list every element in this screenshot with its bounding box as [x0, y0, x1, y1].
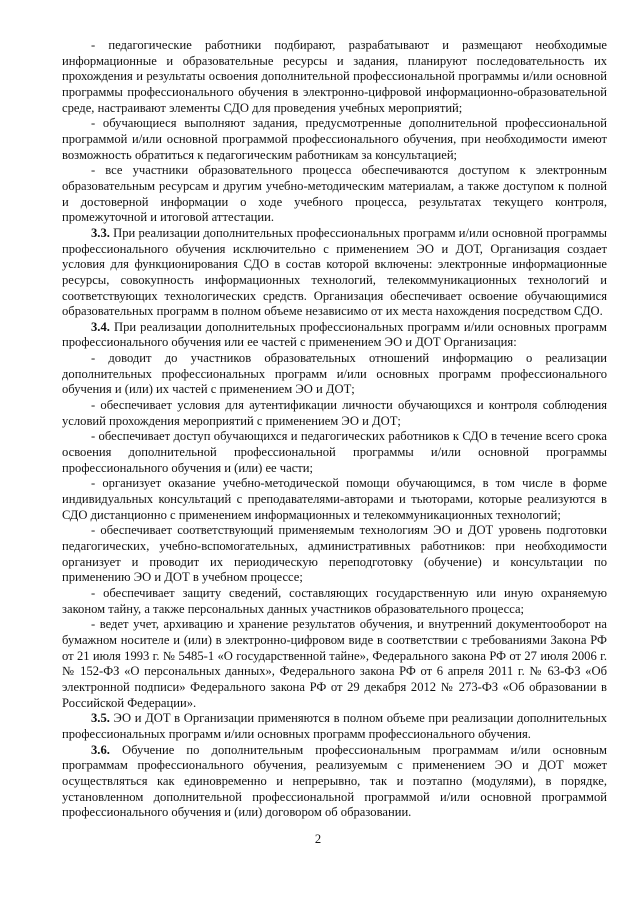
paragraph-3-4: [62, 320, 607, 351]
paragraph-3-3: [62, 226, 607, 320]
paragraph-text: - обеспечивает защиту сведений, составляющих государственную или иную охраняемую законом тайну, а также персональных данных участников образовательного процесса;: [62, 585, 607, 616]
paragraph-3: [62, 163, 607, 226]
paragraph-text: - обеспечивает условия для аутентификации личности обучающихся и контроля соблюдения условий прохождения мероприятий с применением ЭО и ДОТ;: [62, 398, 607, 428]
section-number: 3.3.: [91, 225, 110, 240]
list-item: [62, 617, 607, 711]
paragraph-text: - обеспечивает соответствующий применяемым технологиям ЭО и ДОТ уровень подготовки педагогических, учебно-вспомогательных, административных работников: при необходимости организует и проводит их периодическую переподготовку (обучение) и консультации по применению ЭО и ДОТ в учебном процессе;: [62, 523, 607, 585]
paragraph-text: - обеспечивает доступ обучающихся и педагогических работников к СДО в течение всего срока освоения дополнительной профессиональной программы и/или основной программы профессионального обучения и (или) ее части;: [62, 429, 607, 475]
paragraph-3-5: [62, 711, 607, 742]
paragraph-3-6: [62, 743, 607, 821]
paragraph-text: ЭО и ДОТ в Организации применяются в полном объеме при реализации дополнительных профессиональных программ и/или основных программ профессионального обучения.: [62, 711, 607, 741]
list-item: [62, 523, 607, 586]
document-body: [62, 38, 607, 821]
paragraph-1: [62, 38, 607, 116]
paragraph-text: - педагогические работники подбирают, разрабатывают и размещают необходимые информационные и образовательные ресурсы и задания, планируют последовательность их прохождения и результаты освоения дополнительной профессиональной программы и/или основной программы профессионального обучения в электронно-цифровой информационно-образовательной среде, настраивают элементы СДО для проведения учебных мероприятий;: [62, 38, 607, 115]
section-number: 3.6.: [91, 742, 110, 757]
paragraph-text: - обучающиеся выполняют задания, предусмотренные дополнительной профессиональной программой и/или основной программой профессионального обучения, при необходимости имеют возможность обратиться к педагогическим работникам за консультацией;: [62, 116, 607, 162]
paragraph-text: При реализации дополнительных профессиональных программ и/или основных программ профессионального обучения или ее частей с применением ЭО и ДОТ Организация:: [62, 319, 607, 350]
paragraph-text: Обучение по дополнительным профессиональным программам и/или основным программам профессионального обучения, реализуемым с применением ЭО и ДОТ может осуществляться как единовременно и непрерывно, так и поэтапно (модулями), в порядке, установленном дополнительной профессиональной программой и/или основной программой профессионального обучения и (или) договором об образовании.: [62, 742, 607, 820]
section-number: 3.5.: [91, 711, 110, 726]
page-number: 2: [314, 832, 322, 846]
list-item: [62, 476, 607, 523]
paragraph-text: - ведет учет, архивацию и хранение результатов обучения, и внутренний документооборот на бумажном носителе и (или) в электронно-цифровом виде в соответствии с требованиями Закона РФ от 21 июля 1993 г. № 5485-1 «О государственной тайне», Федерального закона РФ от 27 июля 2006 г. № 152-ФЗ «О персональных данных», Федерального закона РФ от 6 апреля 2011 г. № 63-ФЗ «Об электронной подписи» Федерального закона РФ от 29 декабря 2012 № 273-ФЗ «Об образовании в Российской Федерации».: [62, 617, 607, 710]
list-item: [62, 429, 607, 476]
list-item: [62, 398, 607, 429]
paragraph-text: - все участники образовательного процесса обеспечиваются доступом к электронным образовательным ресурсам и другим учебно-методическим материалам, а также доступом к полной и достоверной информации о ходе учебного процесса, результатах текущего контроля, промежуточной и итоговой аттестации.: [62, 163, 607, 225]
paragraph-2: [62, 116, 607, 163]
list-item: [62, 586, 607, 617]
paragraph-text: - доводит до участников образовательных отношений информацию о реализации дополнительных профессиональных программ и/или основных программ профессионального обучения и (или) их частей с применением ЭО и ДОТ;: [62, 351, 607, 397]
section-number: 3.4.: [91, 319, 110, 334]
paragraph-text: При реализации дополнительных профессиональных программ и/или основной программы профессионального обучения исключительно с применением ЭО и ДОТ, Организация создает условия для функционирования СДО в состав которой включены: электронные информационные ресурсы, совокупность информационных технологий, телекоммуникационных технологий и соответствующих технологических средств. Организация обеспечивает освоение обучающимися образовательных программ в полном объеме независимо от их места нахождения посредством СДО.: [62, 225, 607, 319]
paragraph-text: - организует оказание учебно-методической помощи обучающимся, в том числе в форме индивидуальных консультаций с преподавателями-авторами и тьюторами, которые реализуются в СДО дистанционно с применением информационных и телекоммуникационных технологий;: [62, 476, 607, 522]
list-item: [62, 351, 607, 398]
